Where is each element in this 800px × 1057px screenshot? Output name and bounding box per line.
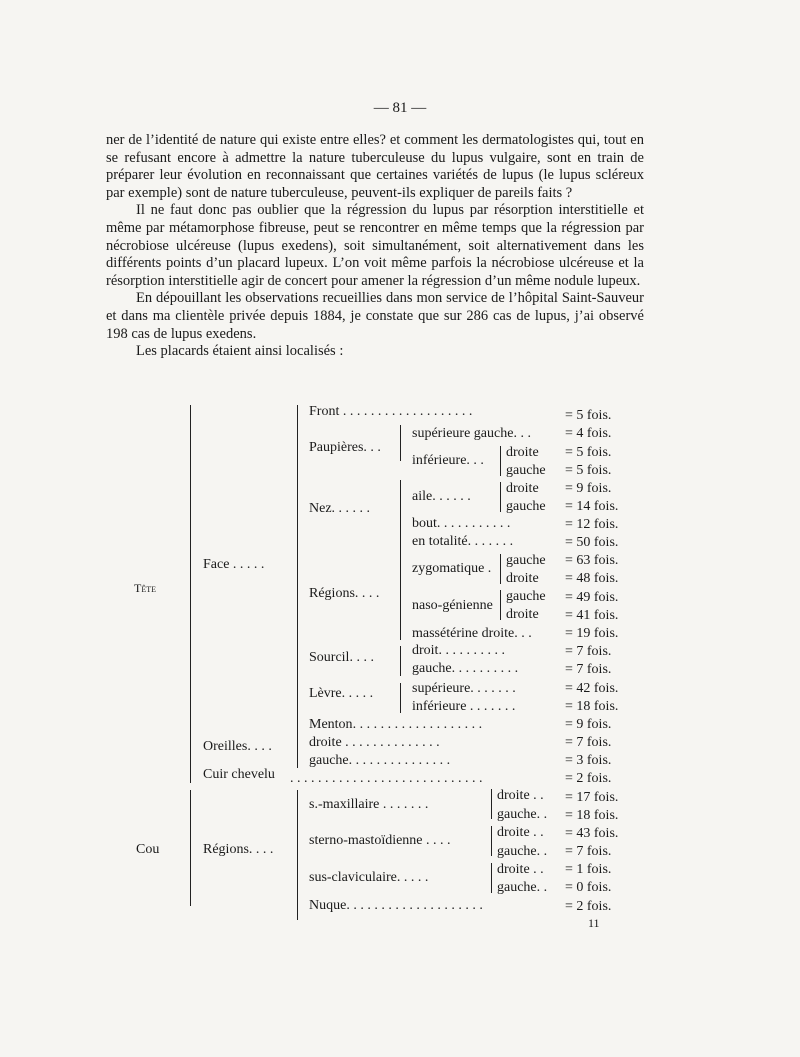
paragraph-1: ner de l’identité de nature qui existe entre elles? et comment les dermatologistes qui, tout en se refusant encore à admettre la nature tuberculeuse du lupus vulgaire, sont en train de préparer leur évolution en reconnaissant que certaines variétés de lupus (le lupus scléreux par exemple) sont de nature tuberculeuse, peuvent-ils expliquer de pareils faits ? bbox=[106, 132, 644, 201]
leaf-droite-zyg: droite bbox=[506, 571, 539, 586]
value-25: = 7 fois. bbox=[565, 844, 612, 859]
paragraph-2: Il ne faut donc pas oublier que la régression du lupus par résorption interstitielle et même par métamorphose fibreuse, peut se rencontrer en même temps que la régression par nécrobiose ulcéreuse (lupus exedens), soit simultanément, soit alternativement dans les différents points d’un placard lupeux. L’on voit même parfois la nécrobiose ulcéreuse et la résorption interstitielle agir de concert pour amener la régression d’un même nodule lupeux. bbox=[106, 202, 644, 289]
brace-sourcil bbox=[400, 646, 401, 676]
leaf-gauche-zyg: gauche bbox=[506, 553, 546, 568]
group-cou: Cou bbox=[136, 842, 160, 857]
paragraph-4: Les placards étaient ainsi localisés : bbox=[136, 343, 344, 360]
brace-cou bbox=[190, 790, 191, 906]
value-8: = 50 fois. bbox=[565, 535, 619, 550]
part-nez: Nez. . . . . . bbox=[309, 501, 371, 516]
sub-regions-cou: Régions. . . . bbox=[203, 842, 274, 857]
brace-paup-inf bbox=[500, 446, 501, 476]
brace-smax bbox=[491, 789, 492, 819]
brace-face bbox=[297, 405, 298, 739]
part-sourcil: Sourcil. . . . bbox=[309, 650, 374, 665]
leaf-droite-aile: droite bbox=[506, 481, 539, 496]
sub-bout: bout. . . . . . . . . . . bbox=[412, 516, 511, 531]
part-nuque: Nuque. . . . . . . . . . . . . . . . . . . . bbox=[309, 898, 483, 913]
brace-aile bbox=[500, 482, 501, 512]
brace-levre bbox=[400, 683, 401, 713]
sub-sup-gauche: supérieure gauche. . . bbox=[412, 426, 531, 441]
value-12: = 41 fois. bbox=[565, 608, 619, 623]
brace-susclav bbox=[491, 863, 492, 893]
leaf-gauche-aile: gauche bbox=[506, 499, 546, 514]
sub-sterno: sterno-mastoïdienne . . . . bbox=[309, 833, 451, 848]
sub-zygomatique: zygomatique . bbox=[412, 561, 492, 576]
value-6: = 14 fois. bbox=[565, 499, 619, 514]
leaf-droite-smax: droite . . bbox=[497, 788, 544, 803]
value-15: = 7 fois. bbox=[565, 662, 612, 677]
body-text bbox=[106, 132, 644, 361]
value-28: = 2 fois. bbox=[565, 899, 612, 914]
leaf-gauche-naso: gauche bbox=[506, 589, 546, 604]
value-9: = 63 fois. bbox=[565, 553, 619, 568]
group-tete: Tête bbox=[134, 581, 156, 595]
value-10: = 48 fois. bbox=[565, 571, 619, 586]
sub-cuir: Cuir chevelu bbox=[203, 767, 275, 782]
sub-droit: droit. . . . . . . . . . bbox=[412, 643, 505, 658]
leaf-droite-paup: droite bbox=[506, 445, 539, 460]
part-menton: Menton. . . . . . . . . . . . . . . . . . . bbox=[309, 717, 483, 732]
sub-susclav: sus-claviculaire. . . . . bbox=[309, 870, 429, 885]
value-19: = 7 fois. bbox=[565, 735, 612, 750]
sub-smax: s.-maxillaire . . . . . . . bbox=[309, 797, 429, 812]
value-23: = 18 fois. bbox=[565, 808, 619, 823]
sub-superieure: supérieure. . . . . . . bbox=[412, 681, 516, 696]
cuir-dots: . . . . . . . . . . . . . . . . . . . . . . . . . . . . bbox=[290, 771, 483, 786]
sub-droite-oreilles: droite . . . . . . . . . . . . . . bbox=[309, 735, 440, 750]
brace-tete bbox=[190, 405, 191, 783]
value-3: = 5 fois. bbox=[565, 445, 612, 460]
leaf-gauche-sterno: gauche. . bbox=[497, 844, 548, 859]
brace-paupieres bbox=[400, 425, 401, 461]
sub-inferieure: inférieure. . . bbox=[412, 453, 484, 468]
leaf-droite-susclav: droite . . bbox=[497, 862, 544, 877]
leaf-gauche-smax: gauche. . bbox=[497, 807, 548, 822]
leaf-droite-sterno: droite . . bbox=[497, 825, 544, 840]
value-18: = 9 fois. bbox=[565, 717, 612, 732]
paragraph-3: En dépouillant les observations recueillies dans mon service de l’hôpital Saint-Sauveur et dans ma clientèle privée depuis 1884, je constate que sur 286 cas de lupus, j’ai observé 198 cas de lupus exedens. bbox=[106, 290, 644, 342]
brace-regions bbox=[400, 552, 401, 640]
sub-face: Face . . . . . bbox=[203, 557, 265, 572]
brace-sterno bbox=[491, 826, 492, 856]
value-13: = 19 fois. bbox=[565, 626, 619, 641]
brace-nez bbox=[400, 480, 401, 555]
sub-gauche-oreilles: gauche. . . . . . . . . . . . . . . bbox=[309, 753, 451, 768]
value-17: = 18 fois. bbox=[565, 699, 619, 714]
value-14: = 7 fois. bbox=[565, 644, 612, 659]
sub-oreilles: Oreilles. . . . bbox=[203, 739, 272, 754]
value-26: = 1 fois. bbox=[565, 862, 612, 877]
value-11: = 49 fois. bbox=[565, 590, 619, 605]
sub-naso: naso-génienne bbox=[412, 598, 493, 613]
part-paupieres: Paupières. . . bbox=[309, 440, 381, 455]
value-20: = 3 fois. bbox=[565, 753, 612, 768]
part-regions: Régions. . . . bbox=[309, 586, 380, 601]
value-22: = 17 fois. bbox=[565, 790, 619, 805]
part-levre: Lèvre. . . . . bbox=[309, 686, 374, 701]
value-4: = 5 fois. bbox=[565, 463, 612, 478]
value-1: = 5 fois. bbox=[565, 408, 612, 423]
brace-regions-cou bbox=[297, 790, 298, 920]
sub-aile: aile. . . . . . bbox=[412, 489, 471, 504]
sub-masseterine: massétérine droite. . . bbox=[412, 626, 532, 641]
sub-inferieure2: inférieure . . . . . . . bbox=[412, 699, 516, 714]
leaf-droite-naso: droite bbox=[506, 607, 539, 622]
sub-gauche-sourcil: gauche. . . . . . . . . . bbox=[412, 661, 519, 676]
value-16: = 42 fois. bbox=[565, 681, 619, 696]
sub-totalite: en totalité. . . . . . . bbox=[412, 534, 514, 549]
value-7: = 12 fois. bbox=[565, 517, 619, 532]
leaf-gauche-susclav: gauche. . bbox=[497, 880, 548, 895]
brace-naso bbox=[500, 590, 501, 620]
value-24: = 43 fois. bbox=[565, 826, 619, 841]
value-27: = 0 fois. bbox=[565, 880, 612, 895]
leaf-gauche-paup: gauche bbox=[506, 463, 546, 478]
part-front: Front . . . . . . . . . . . . . . . . . . . bbox=[309, 404, 473, 419]
brace-zyg bbox=[500, 554, 501, 584]
page-number: — 81 — bbox=[373, 100, 427, 116]
brace-oreilles bbox=[297, 736, 298, 768]
value-21: = 2 fois. bbox=[565, 771, 612, 786]
value-2: = 4 fois. bbox=[565, 426, 612, 441]
signature-number: 11 bbox=[588, 916, 600, 930]
value-5: = 9 fois. bbox=[565, 481, 612, 496]
